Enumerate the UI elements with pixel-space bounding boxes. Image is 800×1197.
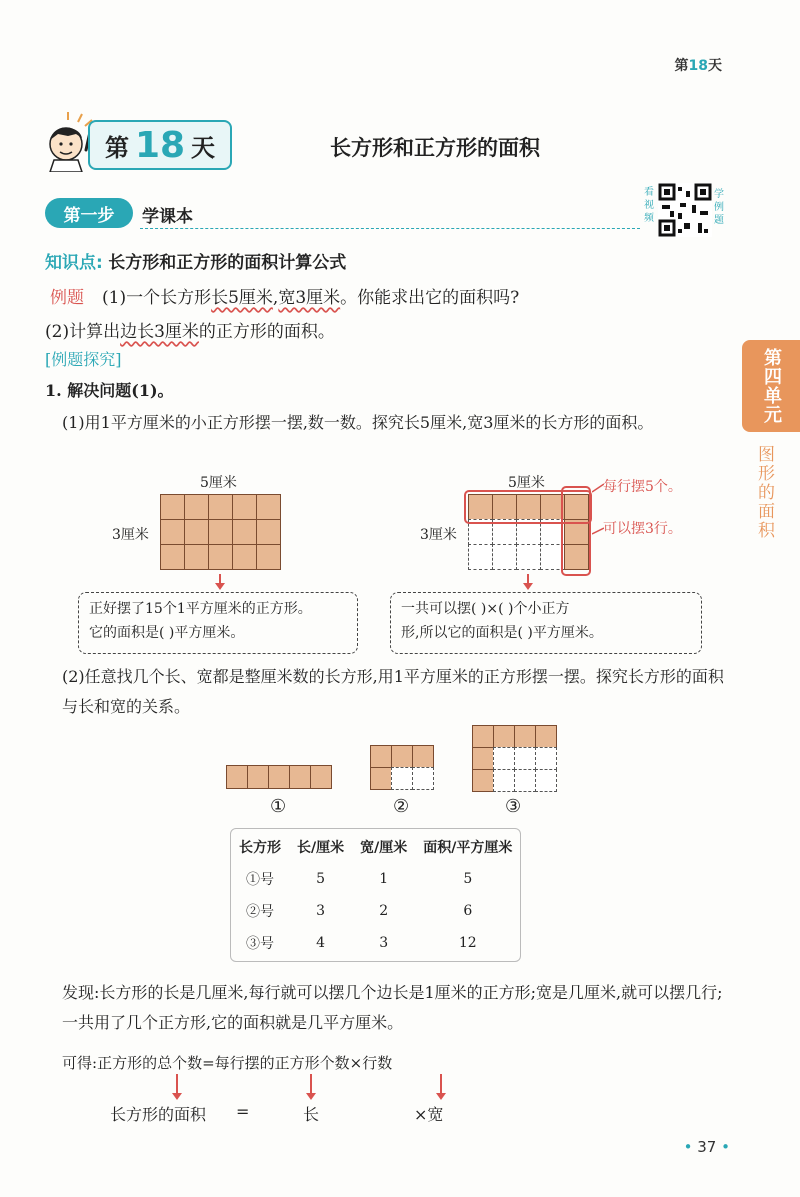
grid-cell [391,745,413,768]
fig1-arrow-icon [219,574,221,584]
discovery-text: 发现:长方形的长是几厘米,每行就可以摆几个边长是1厘米的正方形;宽是几厘米,就可以摆几行;一共用了几个正方形,它的面积就是几平方厘米。 [62,983,723,1032]
fig1-grid [160,494,280,569]
grid-cell-empty [514,747,536,770]
fig2-answer-box: 一共可以摆( )×( )个小正方 形,所以它的面积是( )平方厘米。 [390,592,702,654]
table-cell: 6 [463,903,473,919]
formula-line: 可得:正方形的总个数=每行摆的正方形个数×行数 [62,1054,393,1072]
grid-cell-empty [492,544,517,570]
grid-cell-empty [493,769,515,792]
fig2-side-label: 3厘米 [420,527,457,543]
shape-2-label: ② [393,796,410,817]
grid-cell [208,519,233,545]
table-header: 面积/平方厘米 [423,840,513,856]
grid-cell [256,519,281,545]
knowledge-point: 知识点: 长方形和正方形的面积计算公式 [45,253,347,273]
step-pill: 第一步 [45,198,133,228]
shape-2 [370,745,434,789]
grid-cell [535,725,557,748]
grid-cell [247,765,269,789]
table-row [231,927,520,959]
fig1-side-label: 3厘米 [112,527,149,543]
grid-cell [232,519,257,545]
example-question-2: (2)计算出边长3厘米的正方形的面积。 [45,322,335,342]
qr-code-icon[interactable] [658,183,712,237]
shape-1 [226,765,332,789]
fig2-top-label: 5厘米 [508,475,545,491]
grid-cell [268,765,290,789]
table-header: 长方形 [239,840,281,856]
table-cell: 12 [458,935,477,951]
table-header-row [231,831,520,863]
formula-arrow-icon [440,1074,442,1094]
formula-arrow-icon [310,1074,312,1094]
table-cell: ③号 [246,936,274,952]
table-cell: 5 [316,871,326,887]
grid-cell [160,519,185,545]
grid-cell [310,765,332,789]
grid-cell [370,767,392,790]
unit-side-tab[interactable]: 第四单元 [742,340,800,432]
fig2-note-col: 可以摆3行。 [603,521,682,537]
grid-cell [232,494,257,520]
grid-cell [256,544,281,570]
grid-cell-empty [468,544,493,570]
grid-cell [493,725,515,748]
grid-cell-empty [493,747,515,770]
fig2-arrow-icon [527,574,529,584]
table-header: 长/厘米 [297,840,345,856]
data-table [230,828,521,962]
fig2-note-row: 每行摆5个。 [603,479,682,495]
grid-cell [232,544,257,570]
grid-cell [289,765,311,789]
fig1-answer-box: 正好摆了15个1平方厘米的正方形。 它的面积是( )平方厘米。 [78,592,358,654]
grid-cell [256,494,281,520]
grid-cell [226,765,248,789]
grid-cell-empty [391,767,413,790]
grid-cell-empty [516,544,541,570]
table-cell: 1 [379,871,389,887]
grid-cell-empty [535,769,557,792]
grid-cell [412,745,434,768]
table-cell: 3 [379,935,389,951]
fig2-grid [468,494,588,569]
question-1-title: 1. 解决问题(1)。 [45,381,174,400]
table-cell: ①号 [246,872,274,888]
topic-side-label: 图形的面积 [754,445,774,540]
day-badge: 第 18 天 [88,120,232,170]
grid-cell [160,544,185,570]
column-highlight [561,486,591,576]
page-number: • 37 • [683,1138,730,1156]
formula-result-b: 长 [303,1105,320,1124]
example-question-1: 例题 (1)一个长方形长5厘米,宽3厘米。你能求出它的面积吗? [50,288,520,308]
grid-cell [472,725,494,748]
grid-cell [208,544,233,570]
qr-right-caption: 学例题 [714,189,724,226]
fig1-top-label: 5厘米 [200,475,237,491]
table-header: 宽/厘米 [360,840,408,856]
shape-3 [472,725,558,791]
table-cell: 5 [463,871,473,887]
table-row [231,863,520,895]
grid-cell [370,745,392,768]
step-label: 学课本 [142,207,193,227]
table-cell: 3 [316,903,326,919]
grid-cell [184,544,209,570]
paragraph-1: (1)用1平方厘米的小正方形摆一摆,数一数。探究长5厘米,宽3厘米的长方形的面积。 [62,413,654,432]
table-cell: ②号 [246,904,274,920]
grid-cell [208,494,233,520]
grid-cell [184,519,209,545]
grid-cell [472,747,494,770]
grid-cell-empty [535,747,557,770]
grid-cell [160,494,185,520]
formula-result-a: 长方形的面积 [110,1105,207,1124]
step-divider [140,228,640,229]
table-row [231,895,520,927]
formula-result-c: ×宽 [414,1105,444,1124]
grid-cell-empty [412,767,434,790]
shape-1-label: ① [270,796,287,817]
grid-cell-empty [514,769,536,792]
formula-arrow-icon [176,1074,178,1094]
header-day-label: 第18天 [674,58,722,74]
table-cell: 4 [316,935,326,951]
table-cell: 2 [379,903,389,919]
grid-cell [184,494,209,520]
explore-heading: [例题探究] [45,350,122,369]
formula-result-eq: = [236,1102,250,1121]
page-title: 长方形和正方形的面积 [330,136,540,160]
paragraph-2: (2)任意找几个长、宽都是整厘米数的长方形,用1平方厘米的正方形摆一摆。探究长方形的面积与长和宽的关系。 [62,667,724,716]
shape-3-label: ③ [505,796,522,817]
grid-cell [514,725,536,748]
qr-left-caption: 看视频 [644,187,654,224]
grid-cell [472,769,494,792]
